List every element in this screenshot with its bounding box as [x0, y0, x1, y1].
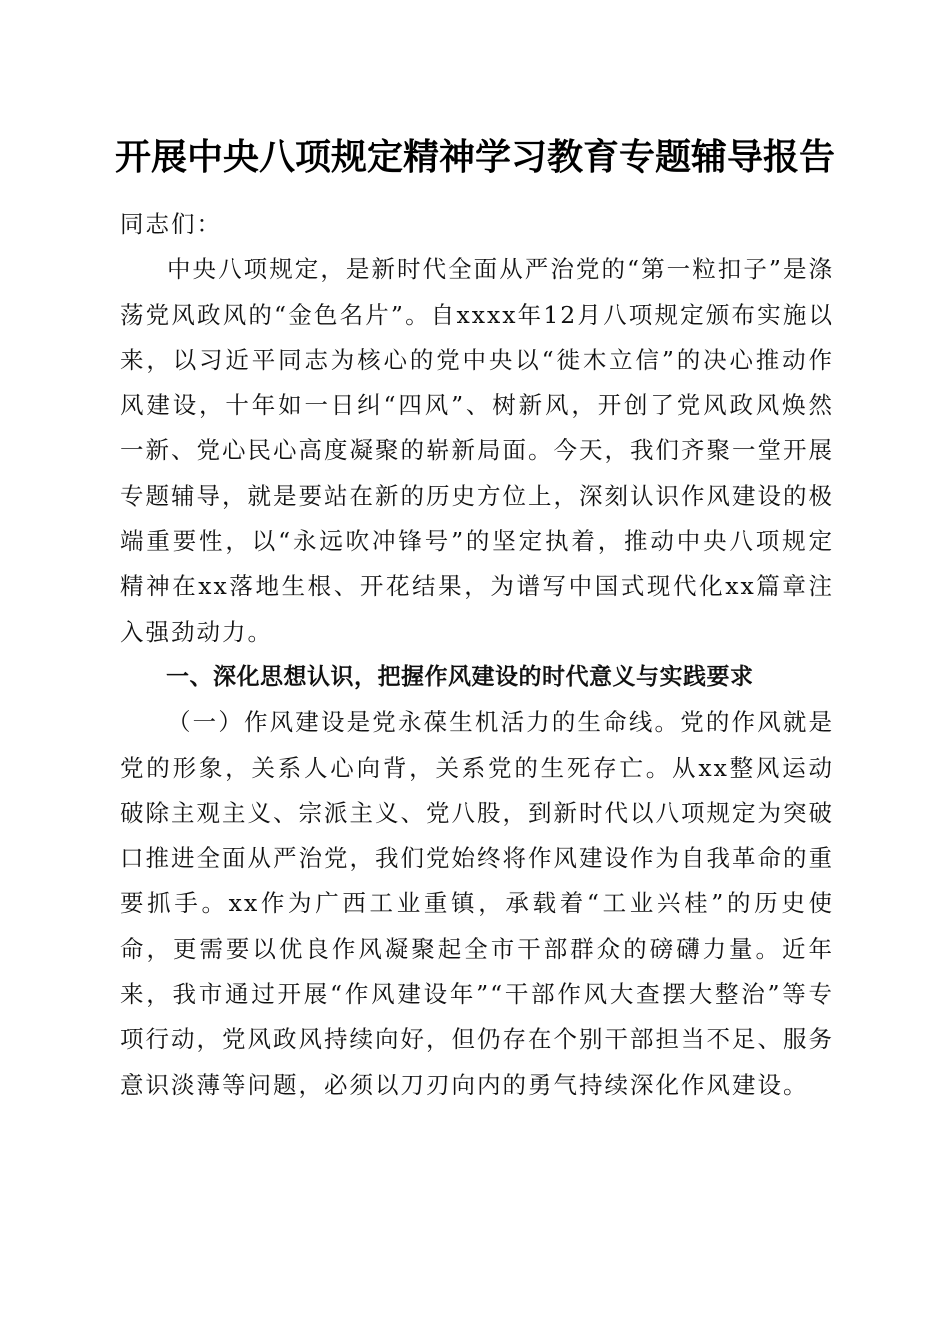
salutation: 同志们： — [120, 210, 222, 238]
document-title: 开展中央八项规定精神学习教育专题辅导报告 — [114, 137, 835, 178]
document-body — [120, 202, 834, 1108]
section-paragraph: （一）作风建设是党永葆生机活力的生命线。党的作风就是党的形象，关系人心向背，关系党的生死存亡。从xx整风运动破除主观主义、宗派主义、党八股，到新时代以八项规定为突破口推进全面从严治党，我们党始终将作风建设作为自我革命的重要抓手。xx作为广西工业重镇，承载着“工业兴桂”的历史使命，更需要以优良作风凝聚起全市干部群众的磅礴力量。近年来，我市通过开展“作风建设年”“干部作风大查摆大整治”等专项行动，党风政风持续向好，但仍存在个别干部担当不足、服务意识淡薄等问题，必须以刀刃向内的勇气持续深化作风建设。 — [120, 708, 834, 1099]
intro-paragraph: 中央八项规定，是新时代全面从严治党的“第一粒扣子”是涤荡党风政风的“金色名片”。自xxxx年12月八项规定颁布实施以来，以习近平同志为核心的党中央以“徙木立信”的决心推动作风建设，十年如一日纠“四风”、树新风，开创了党风政风焕然一新、党心民心高度凝聚的崭新局面。今天，我们齐聚一堂开展专题辅导，就是要站在新的历史方位上，深刻认识作风建设的极端重要性，以“永远吹冲锋号”的坚定执着，推动中央八项规定精神在xx落地生根、开花结果，为谱写中国式现代化xx篇章注入强劲动力。 — [120, 255, 834, 646]
section-heading: 一、深化思想认识，把握作风建设的时代意义与实践要求 — [166, 663, 754, 690]
